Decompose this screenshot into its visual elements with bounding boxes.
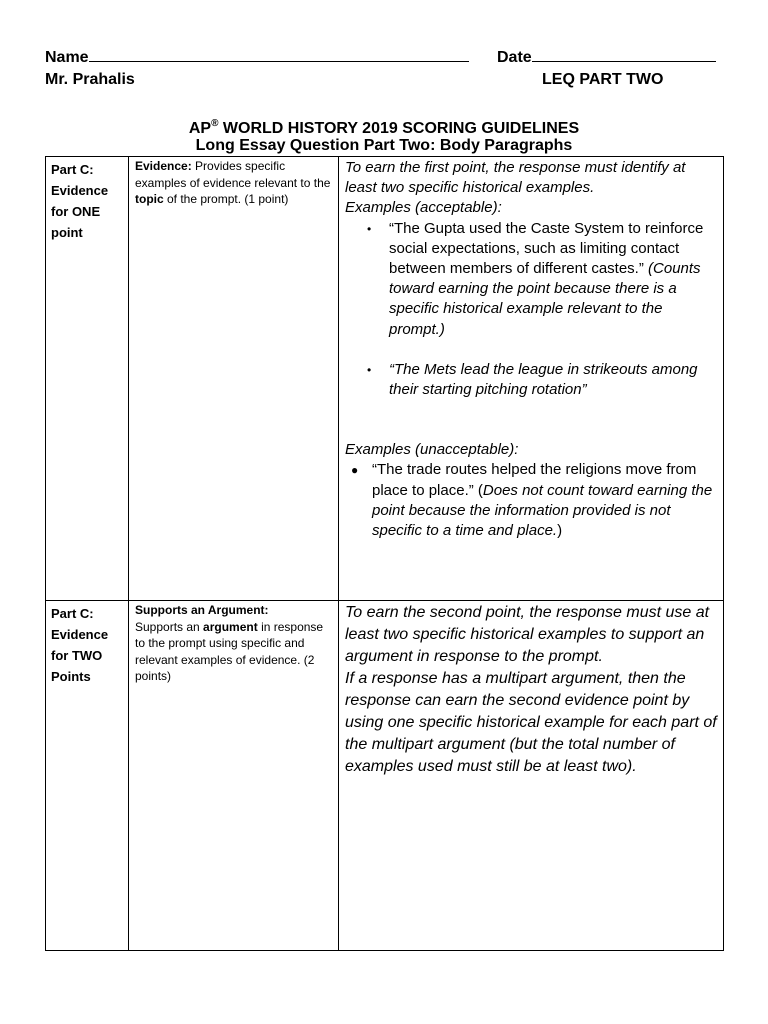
scoring-table <box>45 156 724 951</box>
unacceptable-examples <box>345 460 717 541</box>
name-blank-line[interactable] <box>89 48 469 62</box>
part-cell: Part C: Evidence for TWO Points <box>46 601 129 951</box>
acceptable-label: Examples (acceptable): <box>345 199 502 217</box>
list-item: • “The Gupta used the Caste System to reinforce social expectations, such as limiting contact between members of different castes.” (Counts toward earning the point because there is a specific historical example relevant to the prompt.) <box>367 219 704 338</box>
registered-mark: ® <box>211 118 219 129</box>
acceptable-examples <box>345 219 717 401</box>
criteria-label: Evidence: <box>135 159 192 173</box>
criteria-cell: Evidence: Provides specific examples of evidence relevant to the topic of the prompt. (1 point) <box>129 157 339 601</box>
criteria-label: Supports an Argument: <box>135 603 269 617</box>
response-paragraph: If a response has a multipart argument, then the response can earn the second evidence point by using one specific historical example for each part of the multipart argument (but the total number of examples used must still be at least two). <box>345 670 717 775</box>
criteria-cell: Supports an Argument: Supports an argument in response to the prompt using specific and relevant examples of evidence. (2 points) <box>129 601 339 951</box>
date-blank-line[interactable] <box>532 48 716 62</box>
unacceptable-label: Examples (unacceptable): <box>345 441 519 459</box>
list-item: • “The Mets lead the league in strikeouts among their starting pitching rotation” <box>367 360 698 399</box>
date-label: Date <box>497 49 532 66</box>
page-title: AP® WORLD HISTORY 2019 SCORING GUIDELINES <box>188 118 580 137</box>
bullet-icon: ● <box>351 463 359 478</box>
table-row <box>46 601 724 951</box>
bullet-icon: • <box>367 221 372 236</box>
response-intro: To earn the first point, the response must identify at least two specific historical examples. <box>345 159 686 197</box>
page-subtitle: Long Essay Question Part Two: Body Paragraphs <box>195 137 573 154</box>
response-cell <box>339 601 724 951</box>
date-field[interactable] <box>497 48 716 68</box>
name-label: Name <box>45 49 89 66</box>
response-paragraph: To earn the second point, the response must use at least two specific historical examples to support an argument in response to the prompt. <box>345 604 710 665</box>
assignment-label: LEQ PART TWO <box>542 71 664 88</box>
teacher-name: Mr. Prahalis <box>45 71 135 88</box>
table-row <box>46 157 724 601</box>
name-field[interactable] <box>45 48 469 68</box>
part-cell: Part C: Evidence for ONE point <box>46 157 129 601</box>
bullet-icon: • <box>367 362 372 377</box>
response-cell <box>339 157 724 601</box>
list-item: ● “The trade routes helped the religions move from place to place.” (Does not count toward earning the point because the information provided is not specific to a time and place.) <box>351 461 713 540</box>
